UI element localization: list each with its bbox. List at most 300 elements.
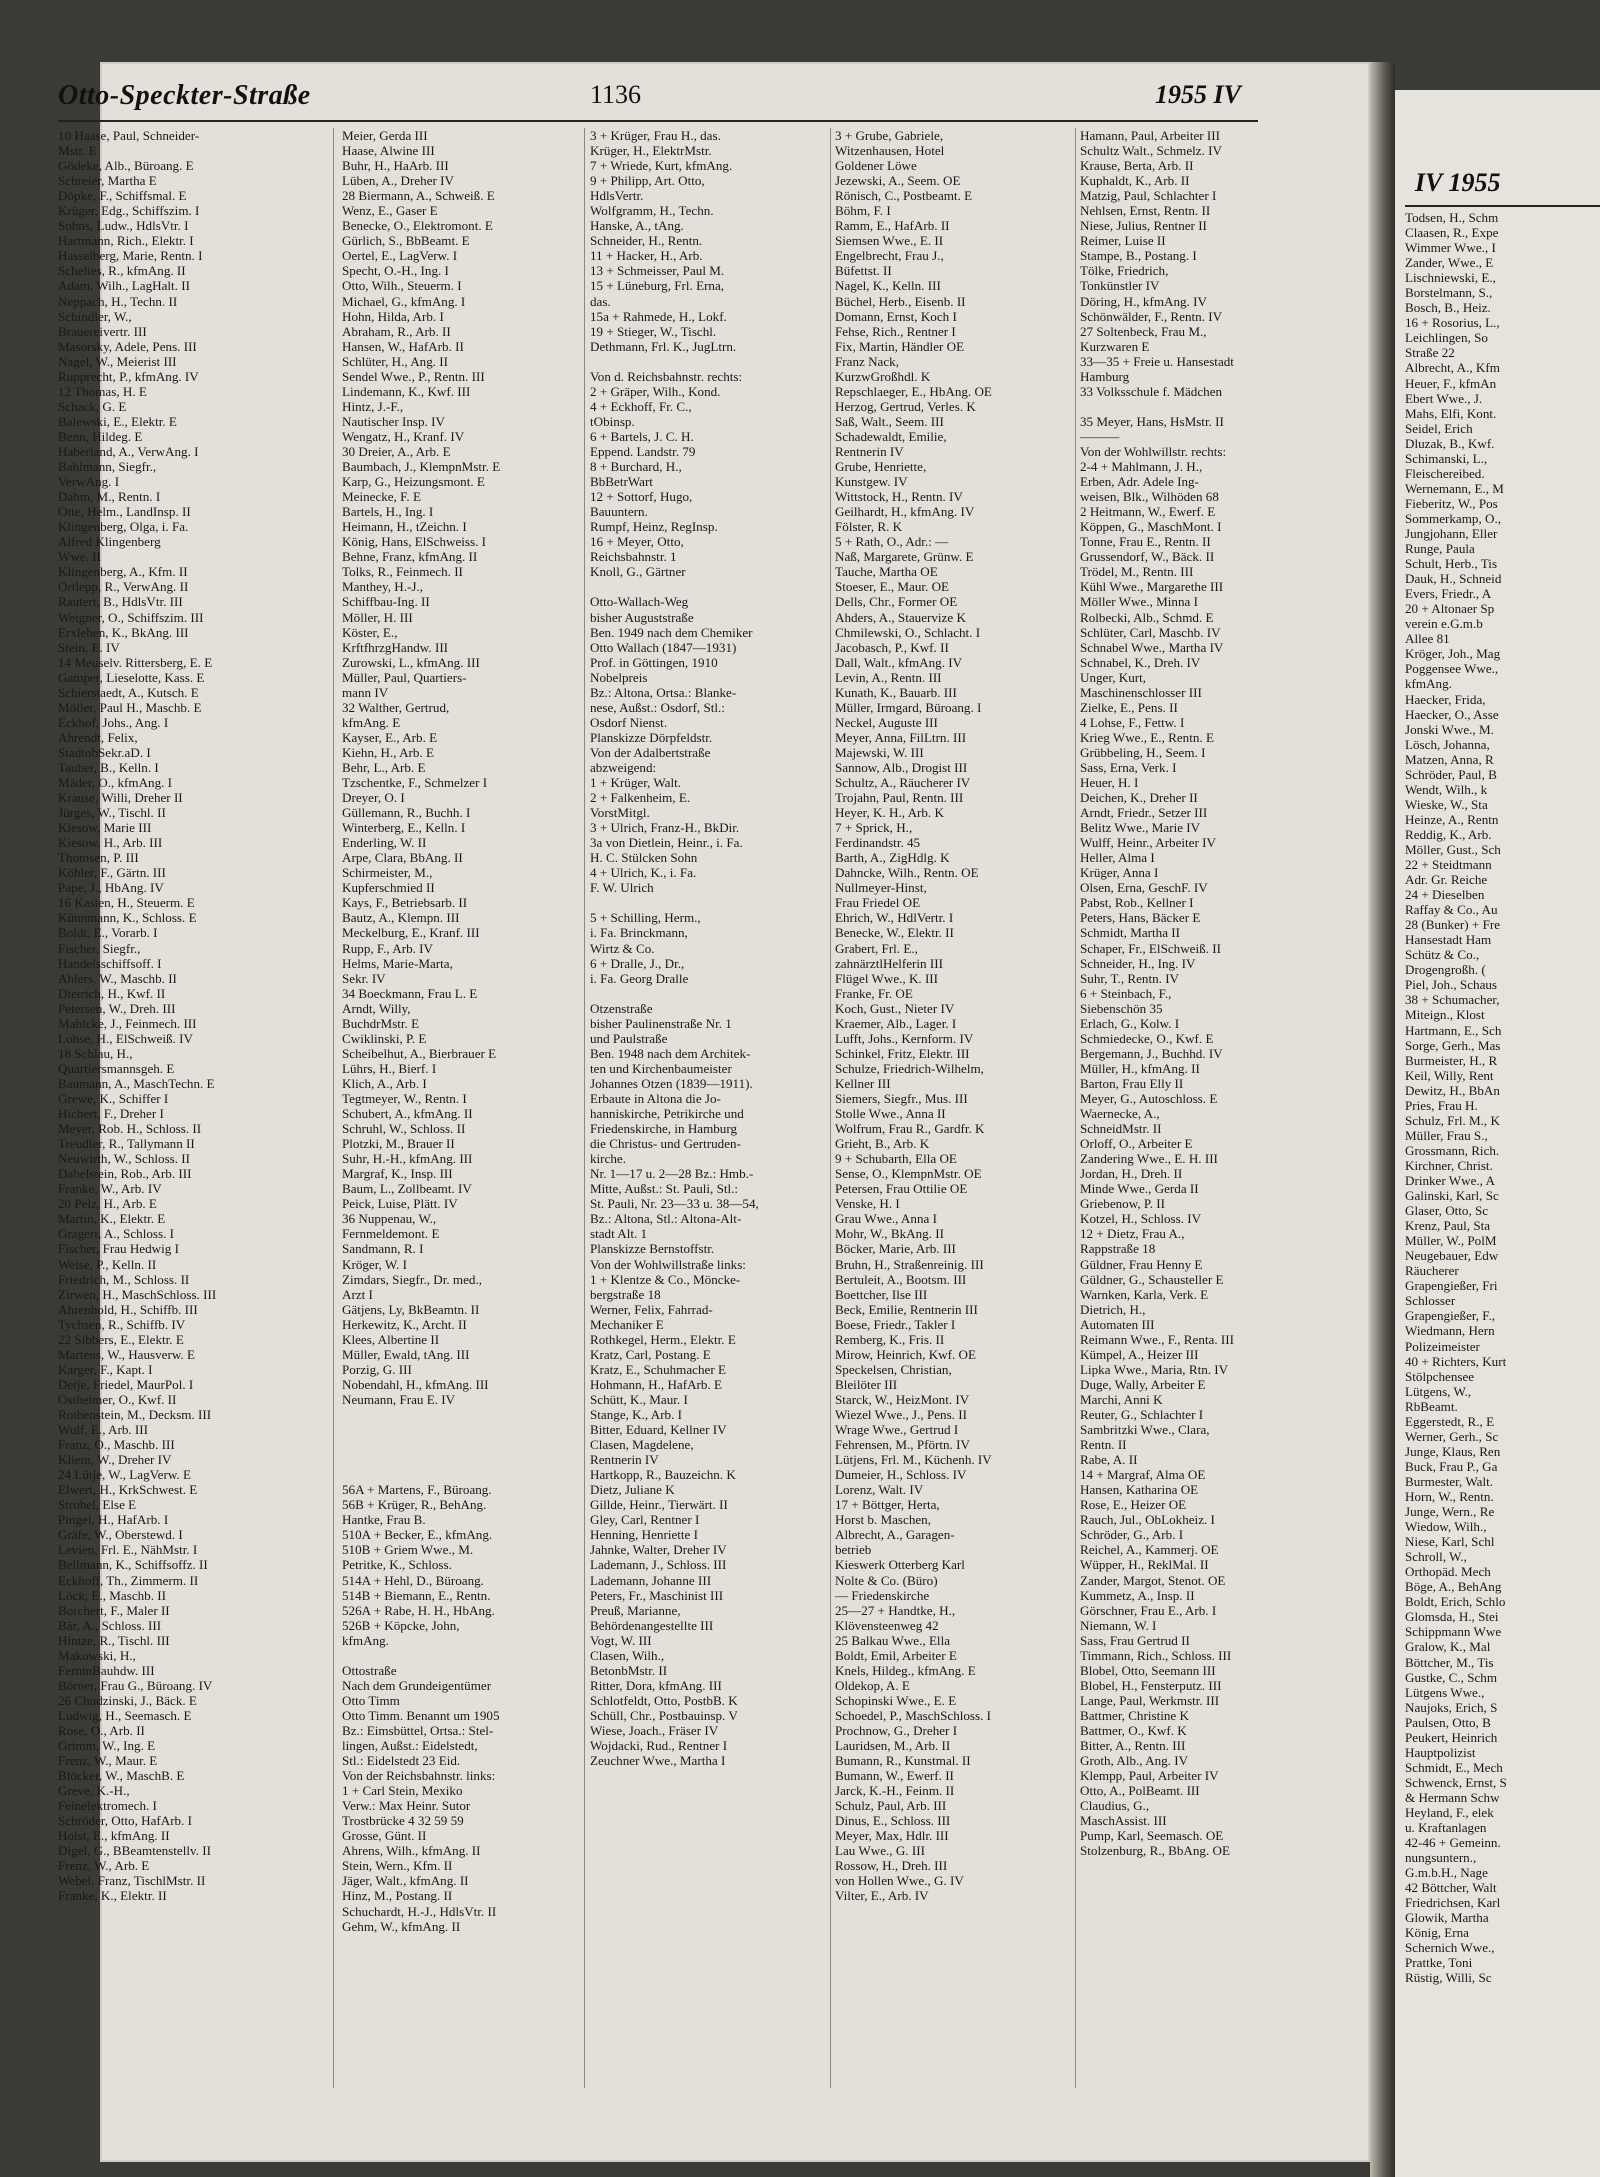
directory-entry: 13 + Schmeisser, Paul M. (590, 263, 725, 279)
directory-entry: Helms, Marie-Marta, (342, 955, 453, 971)
directory-entry: 19 + Stieger, W., Tischl. (590, 323, 717, 339)
directory-entry: Gräfe, W., Oberstewd. I (58, 1527, 183, 1543)
directory-entry: Meckelburg, E., Kranf. III (342, 925, 480, 941)
directory-entry: Grübbeling, H., Seem. I (1080, 744, 1206, 760)
directory-entry: Bumann, W., Ewerf. II (835, 1768, 954, 1784)
directory-entry: Gragert, A., Schloss. I (58, 1226, 175, 1242)
directory-entry: Pump, Karl, Seemasch. OE (1080, 1828, 1224, 1844)
directory-entry: Mstr. E (58, 143, 97, 159)
directory-entry: Zander, Margot, Stenot. OE (1080, 1572, 1226, 1588)
directory-entry: Barton, Frau Elly II (1080, 1075, 1184, 1091)
directory-entry: Schirmeister, M., (342, 865, 433, 881)
directory-entry: SchneidMstr. II (1080, 1121, 1162, 1137)
directory-entry: das. (590, 293, 611, 309)
directory-entry: Mirow, Heinrich, Kwf. OE (835, 1346, 976, 1362)
directory-entry: Goldener Löwe (835, 158, 917, 174)
directory-entry: Nagel, K., Kelln. III (835, 278, 941, 294)
directory-entry: Kupferschmied II (342, 880, 435, 896)
directory-entry: Mäder, O., kfmAng. I (58, 775, 173, 791)
directory-entry (342, 1452, 582, 1467)
directory-entry: Friedrich, M., Schloss. II (58, 1271, 190, 1287)
directory-entry: 32 Walther, Gertrud, (342, 699, 450, 715)
directory-entry: Lührs, H., Bierf. I (342, 1060, 437, 1076)
directory-entry: Rothenstein, M., Decksm. III (58, 1406, 212, 1422)
facing-page-entry: Bosch, B., Heiz. (1405, 300, 1491, 316)
directory-entry: Kröger, W. I (342, 1256, 407, 1272)
directory-entry: 20 Pelz, H., Arb. E (58, 1196, 157, 1212)
directory-entry: 3 + Grube, Gabriele, (835, 128, 944, 143)
directory-entry: Wojdacki, Rud., Rentner I (590, 1738, 728, 1754)
directory-entry: Rentn. II (1080, 1437, 1127, 1453)
facing-page-entry: König, Erna (1405, 1925, 1469, 1941)
directory-entry (590, 579, 828, 594)
facing-page-entry: Lütgens Wwe., (1405, 1684, 1485, 1700)
directory-entry: 36 Nuppenau, W., (342, 1211, 437, 1227)
directory-entry: 33—35 + Freie u. Hansestadt (1080, 353, 1234, 369)
directory-entry: Karger, F., Kapt. I (58, 1361, 153, 1377)
directory-entry: Dinus, E., Schloss. III (835, 1813, 951, 1829)
directory-entry: Rupp, F., Arb. IV (342, 940, 433, 956)
directory-entry: Ferdinandstr. 45 (835, 835, 921, 851)
directory-entry: Kummetz, A., Insp. II (1080, 1587, 1195, 1603)
directory-entry: Barth, A., ZigHdlg. K (835, 850, 950, 866)
directory-entry: Handelsschiffsoff. I (58, 955, 162, 971)
facing-page-entry: Niese, Karl, Schl (1405, 1534, 1495, 1550)
facing-page-header: IV 1955 (1415, 168, 1501, 197)
facing-page-entry: Keil, Willy, Rent (1405, 1067, 1494, 1083)
facing-page-entry: Hansestadt Ham (1405, 932, 1492, 948)
facing-page-entry: Wiedmann, Hern (1405, 1323, 1495, 1339)
facing-page-entry: Böge, A., BehAng (1405, 1579, 1502, 1595)
directory-entry: Borchert, F., Maler II (58, 1602, 170, 1618)
directory-entry: Grube, Henriette, (835, 459, 927, 475)
directory-entry: Müller, Irmgard, Büroang. I (835, 699, 982, 715)
directory-entry: Arpe, Clara, BbAng. II (342, 850, 463, 866)
directory-entry: Schaper, Fr., ElSchweiß. II (1080, 940, 1221, 956)
directory-entry: Rauch, Jul., ObLokheiz. I (1080, 1512, 1215, 1528)
directory-entry: Holst, E., kfmAng. II (58, 1828, 170, 1844)
directory-entry: Hohn, Hilda, Arb. I (342, 308, 444, 324)
facing-page-entry: Reddig, K., Arb. (1405, 826, 1492, 842)
directory-entry: bisher Auguststraße (590, 609, 694, 625)
facing-page-entry: Heinze, A., Rentn (1405, 811, 1499, 827)
directory-entry: Büfettst. II (835, 263, 892, 279)
facing-page-column (1405, 210, 1600, 2170)
directory-entry: Benn, Hildeg. E (58, 428, 143, 444)
directory-entry: Ahrendt, Felix, (58, 729, 138, 745)
directory-entry: Kuphaldt, K., Arb. II (1080, 173, 1190, 189)
directory-entry: Verw.: Max Heinr. Sutor (342, 1798, 471, 1814)
directory-entry: tObinsp. (590, 413, 635, 429)
directory-entry: Wolfrum, Frau R., Gardfr. K (835, 1121, 985, 1137)
directory-entry: Clasen, Wilh., (590, 1647, 665, 1663)
directory-entry: Erben, Adr. Adele Ing- (1080, 474, 1199, 490)
directory-entry (342, 1437, 582, 1452)
facing-page-entry: Junge, Klaus, Ren (1405, 1443, 1501, 1459)
directory-entry: 17 + Böttger, Herta, (835, 1497, 940, 1513)
directory-entry: 2 + Gräper, Wilh., Kond. (590, 383, 721, 399)
directory-entry: Schulze, Friedrich-Wilhelm, (835, 1060, 984, 1076)
directory-entry: Büchel, Herb., Eisenb. II (835, 293, 966, 309)
directory-entry: die Christus- und Gertruden- (590, 1136, 741, 1152)
directory-entry: Herkewitz, K., Archt. II (342, 1316, 467, 1332)
facing-page-entry: Schütz & Co., (1405, 947, 1480, 963)
directory-entry: Dahncke, Wilh., Rentn. OE (835, 865, 979, 881)
directory-entry: 1 + Carl Stein, Mexiko (342, 1783, 463, 1799)
directory-entry: 18 Schlau, H., (58, 1045, 133, 1061)
directory-entry: Nach dem Grundeigentümer (342, 1677, 492, 1693)
directory-entry: Rose, E., Heizer OE (1080, 1497, 1187, 1513)
directory-entry: 6 + Bartels, J. C. H. (590, 428, 694, 444)
directory-entry: Arzt I (342, 1286, 373, 1302)
directory-entry: Niemann, W. I (1080, 1617, 1157, 1633)
directory-entry: Boettcher, Ilse III (835, 1286, 928, 1302)
facing-page-entry: Burmester, Walt. (1405, 1473, 1493, 1489)
facing-page-entry: Jonski Wwe., M. (1405, 721, 1494, 737)
directory-entry: Stolle Wwe., Anna II (835, 1106, 946, 1122)
directory-entry: Lau Wwe., G. III (835, 1843, 925, 1859)
directory-entry: 14 Meuselv. Rittersberg, E. E (58, 654, 213, 670)
directory-entry: betrieb (835, 1542, 872, 1558)
directory-entry: Zeuchner Wwe., Martha I (590, 1753, 726, 1769)
directory-entry: Meier, Gerda III (342, 128, 428, 143)
directory-entry: Klövensteenweg 42 (835, 1617, 939, 1633)
directory-entry: Schack, G. E (58, 398, 127, 414)
directory-entry: Pingel, H., HafArb. I (58, 1512, 169, 1528)
directory-entry: Lindemann, K., Kwf. III (342, 383, 471, 399)
facing-page-entry: Kröger, Joh., Mag (1405, 646, 1501, 662)
directory-entry: Franke, W., Arb. IV (58, 1181, 162, 1197)
directory-entry: 3 + Ulrich, Franz-H., BkDir. (590, 820, 740, 836)
directory-entry: 2 Heitmann, W., Ewerf. E (1080, 504, 1216, 520)
directory-entry: Von d. Reichsbahnstr. rechts: (590, 368, 743, 384)
directory-entry: 5 + Rath, O., Adr.: — (835, 534, 949, 550)
directory-entry: Plotzki, M., Brauer II (342, 1136, 455, 1152)
directory-entry: Nehlsen, Ernst, Rentn. II (1080, 203, 1211, 219)
directory-column-1 (58, 128, 303, 2088)
directory-entry: Schlotfeldt, Otto, PostbB. K (590, 1692, 738, 1708)
directory-entry: Wolfgramm, H., Techn. (590, 203, 714, 219)
directory-entry: Dahm, M., Rentn. I (58, 489, 161, 505)
directory-entry: Franke, K., Elektr. II (58, 1888, 167, 1904)
directory-entry: Timmann, Rich., Schloss. III (1080, 1647, 1232, 1663)
directory-entry: Klees, Albertine II (342, 1331, 440, 1347)
directory-entry (342, 1648, 582, 1663)
directory-entry: Peick, Luise, Plätt. IV (342, 1196, 458, 1212)
directory-entry: kfmAng. (342, 1632, 389, 1648)
directory-entry: Bz.: Altona, Stl.: Altona-Alt- (590, 1211, 742, 1227)
facing-page-entry: Evers, Friedr., A (1405, 586, 1492, 602)
directory-entry: Buhr, H., HaArb. III (342, 158, 449, 174)
facing-page-entry: Dewitz, H., BbAn (1405, 1082, 1500, 1098)
directory-entry: Maschinenschlosser III (1080, 684, 1202, 700)
directory-entry (590, 354, 828, 369)
directory-entry: Martin, K., Elektr. E (58, 1211, 166, 1227)
directory-entry: Lufft, Johs., Kernform. IV (835, 1030, 974, 1046)
directory-entry: Von der Wohlwillstr. rechts: (1080, 443, 1227, 459)
facing-page-entry: Grapengießer, Fri (1405, 1278, 1498, 1294)
directory-entry: Rentnerin IV (835, 443, 904, 459)
directory-entry: 56A + Martens, F., Büroang. (342, 1482, 492, 1498)
directory-entry: Greve, K.-H., (58, 1783, 130, 1799)
directory-entry: H. C. Stülcken Sohn (590, 850, 698, 866)
facing-page-entry: RbBeamt. (1405, 1398, 1458, 1414)
directory-entry: Mitte, Außst.: St. Pauli, Stl.: (590, 1181, 739, 1197)
directory-entry: Ben. 1948 nach dem Architek- (590, 1045, 751, 1061)
directory-entry: Vilter, E., Arb. IV (835, 1888, 929, 1904)
directory-entry: Suhr, T., Rentn. IV (1080, 970, 1180, 986)
facing-page-entry: Glowik, Martha (1405, 1910, 1489, 1926)
facing-page-entry: Polizeimeister (1405, 1338, 1480, 1354)
directory-entry: 16 + Meyer, Otto, (590, 534, 684, 550)
directory-column-5 (1080, 128, 1315, 2088)
directory-entry: Schopinski Wwe., E. E (835, 1692, 957, 1708)
directory-entry: Reichel, A., Kammerj. OE (1080, 1542, 1219, 1558)
facing-page-entry: Borstelmann, S., (1405, 285, 1493, 301)
facing-page-entry: Wernemann, E., M (1405, 480, 1504, 496)
directory-entry: Otto, A., PolBeamt. III (1080, 1783, 1200, 1799)
directory-entry: Schütt, K., Maur. I (590, 1391, 688, 1407)
facing-page-entry: Drinker Wwe., A (1405, 1173, 1495, 1188)
facing-page-entry: Paulsen, Otto, B (1405, 1714, 1491, 1730)
directory-entry: Knels, Hildeg., kfmAng. E (835, 1662, 976, 1678)
directory-entry: Bauuntern. (590, 504, 648, 520)
directory-entry: St. Pauli, Nr. 23—33 u. 38—54, (590, 1196, 759, 1212)
facing-page-entry: Piel, Joh., Schaus (1405, 977, 1498, 993)
directory-entry: Rumpf, Heinz, RegInsp. (590, 519, 718, 535)
directory-entry: Beck, Emilie, Rentnerin III (835, 1301, 978, 1317)
directory-entry: Deichen, K., Dreher II (1080, 790, 1198, 806)
directory-entry: Enderling, W. II (342, 835, 427, 851)
directory-entry: Bartels, H., Ing. I (342, 504, 434, 520)
directory-entry: Mahlcke, J., Feinmech. III (58, 1015, 197, 1031)
directory-entry: Möller Wwe., Minna I (1080, 594, 1198, 610)
directory-entry: Meyer, G., Autoschloss. E (1080, 1091, 1218, 1106)
directory-entry: Belitz Wwe., Marie IV (1080, 820, 1201, 836)
facing-page-entry: Horn, W., Rentn. (1405, 1488, 1494, 1504)
facing-page-entry: Heuer, F., kfmAn (1405, 375, 1497, 391)
directory-entry: Krause, Berta, Arb. II (1080, 158, 1194, 174)
facing-page-entry: Wendt, Wilh., k (1405, 781, 1488, 797)
directory-entry: Otto-Wallach-Weg (590, 594, 689, 610)
directory-entry: Karp, G., Heizungsmont. E (342, 474, 485, 490)
facing-page-entry: u. Kraftanlagen (1405, 1820, 1487, 1836)
facing-page-entry: Seidel, Erich (1405, 420, 1473, 436)
directory-entry: Kühl Wwe., Margarethe III (1080, 579, 1224, 595)
directory-entry: Kiehn, H., Arb. E (342, 744, 435, 760)
directory-entry: Werner, Felix, Fahrrad- (590, 1301, 713, 1317)
directory-entry: Sannow, Alb., Drogist III (835, 759, 968, 775)
directory-entry: 14 + Margraf, Alma OE (1080, 1467, 1206, 1483)
directory-entry: Adam, Wilh., LagHalt. II (58, 278, 190, 294)
directory-entry: 27 Soltenbeck, Frau M., (1080, 323, 1207, 339)
directory-entry: 8 + Burchard, H., (590, 459, 682, 475)
directory-entry: Brauereivertr. III (58, 323, 147, 339)
directory-entry: Eckhof, Johs., Ang. I (58, 714, 169, 730)
directory-entry: Remberg, K., Fris. II (835, 1331, 945, 1347)
directory-entry: Alfred Klingenberg (58, 534, 161, 550)
directory-entry: ten und Kirchenbaumeister (590, 1060, 732, 1076)
directory-entry: Kliem, W., Dreher IV (58, 1452, 172, 1468)
directory-entry: Balewski, E., Elektr. E (58, 413, 177, 429)
directory-entry: Strobel, Else E (58, 1497, 137, 1513)
directory-entry: Mechaniker E (590, 1316, 664, 1332)
directory-entry: Martens, W., Hausverw. E (58, 1346, 195, 1362)
directory-entry: Nobelpreis (590, 669, 648, 685)
directory-entry: Levien, Frl. E., NähMstr. I (58, 1542, 198, 1558)
directory-entry: mann IV (342, 684, 389, 700)
directory-entry: 25—27 + Handtke, H., (835, 1602, 956, 1618)
directory-entry: 2 + Falkenheim, E. (590, 790, 691, 806)
directory-entry: Petersen, Frau Ottilie OE (835, 1181, 968, 1197)
directory-entry: Grewe, K., Schiffer I (58, 1091, 169, 1106)
directory-entry: Klingenberg, A., Kfm. II (58, 564, 188, 580)
directory-entry: Schröder, G., Arb. I (1080, 1527, 1184, 1543)
directory-entry: F. W. Ulrich (590, 880, 654, 896)
directory-entry: Gillde, Heinr., Tierwärt. II (590, 1497, 728, 1513)
directory-entry: Gödeke, Alb., Büroang. E (58, 158, 194, 174)
directory-entry: Automaten III (1080, 1316, 1155, 1332)
directory-entry: 4 + Ulrich, K., i. Fa. (590, 865, 697, 881)
directory-entry: Tauber, B., Kelln. I (58, 759, 159, 775)
header-rule (58, 120, 1258, 122)
directory-entry (590, 895, 828, 910)
directory-entry: Stein, E. IV (58, 639, 120, 655)
directory-entry: Kotzel, H., Schloss. IV (1080, 1211, 1202, 1227)
directory-entry: Reimer, Luise II (1080, 233, 1166, 249)
directory-entry: Grosse, Günt. II (342, 1828, 427, 1844)
directory-entry: Heimann, H., tZeichn. I (342, 519, 467, 535)
directory-entry: Nr. 1—17 u. 2—28 Bz.: Hmb.- (590, 1166, 754, 1182)
facing-page-entry: Junge, Wern., Re (1405, 1504, 1495, 1520)
directory-entry: Thomsen, P. III (58, 850, 139, 866)
facing-page-entry: Schult, Herb., Tis (1405, 556, 1498, 572)
directory-entry: Krüger, Anna I (1080, 865, 1159, 881)
directory-entry: Reimann Wwe., F., Renta. III (1080, 1331, 1234, 1347)
directory-entry: Zimdars, Siegfr., Dr. med., (342, 1271, 483, 1287)
directory-entry (590, 986, 828, 1001)
directory-entry: Meyer, Anna, FilLtrn. III (835, 729, 967, 745)
facing-page-entry: Poggensee Wwe., (1405, 661, 1499, 677)
directory-entry: Schiffbau-Ing. II (342, 594, 430, 610)
directory-entry: Lütjens, Frl. M., Küchenh. IV (835, 1452, 992, 1468)
directory-entry: Lauridsen, M., Arb. II (835, 1738, 951, 1754)
directory-entry: Schmiedecke, O., Kwf. E (1080, 1030, 1214, 1046)
directory-entry: Baumann, A., MaschTechn. E (58, 1075, 215, 1091)
facing-page-entry: Haecker, O., Asse (1405, 706, 1499, 722)
directory-entry: Blobel, H., Fensterputz. III (1080, 1677, 1222, 1693)
directory-entry: Otto Timm. Benannt um 1905 (342, 1707, 500, 1723)
directory-entry: Hasselberg, Marie, Rentn. I (58, 248, 203, 264)
directory-entry: Rupprecht, P., kfmAng. IV (58, 368, 199, 384)
directory-entry: Petersen, W., Dreh. III (58, 1000, 176, 1016)
directory-entry: lingen, Außst.: Eidelstedt, (342, 1738, 478, 1754)
directory-entry: Ritter, Dora, kfmAng. III (590, 1677, 722, 1693)
directory-entry: Schinkel, Fritz, Elektr. III (835, 1045, 970, 1061)
directory-entry: Hohmann, H., HafArb. E (590, 1376, 722, 1392)
directory-entry: Grussendorf, W., Bäck. II (1080, 549, 1215, 565)
facing-page-entry: Möller, Gust., Sch (1405, 841, 1501, 857)
column-divider (584, 128, 585, 2088)
facing-page-entry: 40 + Richters, Kurt (1405, 1353, 1507, 1369)
facing-page-entry: Orthopäd. Mech (1405, 1564, 1491, 1580)
facing-page-entry: 28 (Bunker) + Fre (1405, 917, 1501, 933)
directory-entry: 7 + Sprick, H., (835, 820, 913, 836)
directory-entry: Dietrich, H., (1080, 1301, 1146, 1317)
directory-entry: Starck, W., HeizMont. IV (835, 1391, 970, 1407)
directory-entry: VorstMitgl. (590, 805, 650, 821)
directory-entry: Nolte & Co. (Büro) (835, 1572, 938, 1588)
facing-page-entry: Lischniewski, E., (1405, 270, 1496, 286)
directory-entry: Wüpper, H., ReklMal. II (1080, 1557, 1209, 1573)
directory-entry: Gätjens, Ly, BkBeamtn. II (342, 1301, 480, 1317)
directory-entry: Arndt, Friedr., Setzer III (1080, 805, 1208, 821)
directory-entry: Müller, Ewald, tAng. III (342, 1346, 470, 1362)
facing-page-entry: Lösch, Johanna, (1405, 736, 1490, 752)
directory-entry: Witzenhausen, Hotel (835, 143, 945, 159)
facing-page-entry: 16 + Rosorius, L., (1405, 315, 1500, 331)
directory-entry: Planskizze Bernstoffstr. (590, 1241, 715, 1257)
facing-page-entry: Fleischereibed. (1405, 465, 1485, 481)
directory-entry: Schüll, Chr., Postbauinsp. V (590, 1707, 738, 1723)
directory-entry: Kratz, Carl, Postang. E (590, 1346, 711, 1362)
directory-entry: 15a + Rahmede, H., Lokf. (590, 308, 727, 324)
directory-entry: 6 + Steinbach, F., (1080, 985, 1172, 1001)
facing-page-entry: Raffay & Co., Au (1405, 902, 1498, 918)
directory-column-3 (590, 128, 828, 2088)
facing-page-entry: Ebert Wwe., J. (1405, 390, 1483, 406)
directory-entry: Bahlmann, Siegfr., (58, 459, 157, 475)
directory-entry: BuchdrMstr. E (342, 1015, 420, 1031)
directory-entry (342, 1467, 582, 1482)
directory-entry: 1 + Klentze & Co., Möncke- (590, 1271, 741, 1287)
directory-entry: Wiezel Wwe., J., Pens. II (835, 1406, 967, 1422)
directory-entry: Speckelsen, Christian, (835, 1361, 952, 1377)
facing-page-entry: 42-46 + Gemeinn. (1405, 1835, 1501, 1851)
directory-entry: Künnmann, K., Schloss. E (58, 910, 197, 926)
directory-entry: Rentnerin IV (590, 1452, 659, 1468)
directory-entry: kfmAng. E (342, 714, 401, 730)
directory-entry: Schmidt, Martha II (1080, 925, 1180, 941)
directory-entry: Pabst, Rob., Kellner I (1080, 895, 1194, 911)
column-divider (1075, 128, 1076, 2088)
directory-entry: Bellmann, K., Schiffsoffz. II (58, 1557, 208, 1573)
directory-entry: Blobel, Otto, Seemann III (1080, 1662, 1216, 1678)
directory-entry: 12 + Dietz, Frau A., (1080, 1226, 1185, 1242)
directory-entry: Peters, Hans, Bäcker E (1080, 910, 1201, 926)
directory-entry: Schlüter, H., Ang. II (342, 353, 449, 369)
facing-page-entry: Grossmann, Rich. (1405, 1142, 1500, 1158)
directory-entry: Görschner, Frau E., Arb. I (1080, 1602, 1217, 1618)
directory-entry: Waernecke, A., (1080, 1106, 1160, 1122)
directory-entry: Löck, E., Maschb. II (58, 1587, 166, 1603)
directory-entry: Quartiersmannsgeh. E (58, 1060, 175, 1076)
directory-entry: Hamann, Paul, Arbeiter III (1080, 128, 1220, 143)
directory-entry: 10 Haase, Paul, Schneider- (58, 128, 200, 143)
directory-entry: Schuchardt, H.-J., HdlsVtr. II (342, 1903, 497, 1919)
directory-entry: Unger, Kurt, (1080, 669, 1147, 685)
directory-entry: Abraham, R., Arb. II (342, 323, 451, 339)
directory-entry: Lipka Wwe., Maria, Rtn. IV (1080, 1361, 1229, 1377)
book-spine (1370, 62, 1395, 2177)
directory-entry: Sohns, Ludw., HdlsVtr. I (58, 218, 189, 234)
directory-entry (342, 1407, 582, 1422)
directory-entry: Köppen, G., MaschMont. I (1080, 519, 1222, 535)
directory-entry: Winterberg, E., Kelln. I (342, 820, 466, 836)
directory-entry: Prochnow, G., Dreher I (835, 1722, 958, 1738)
directory-entry: Bleilöter III (835, 1376, 898, 1392)
directory-entry: Ahders, A., Stauervize K (835, 609, 966, 625)
